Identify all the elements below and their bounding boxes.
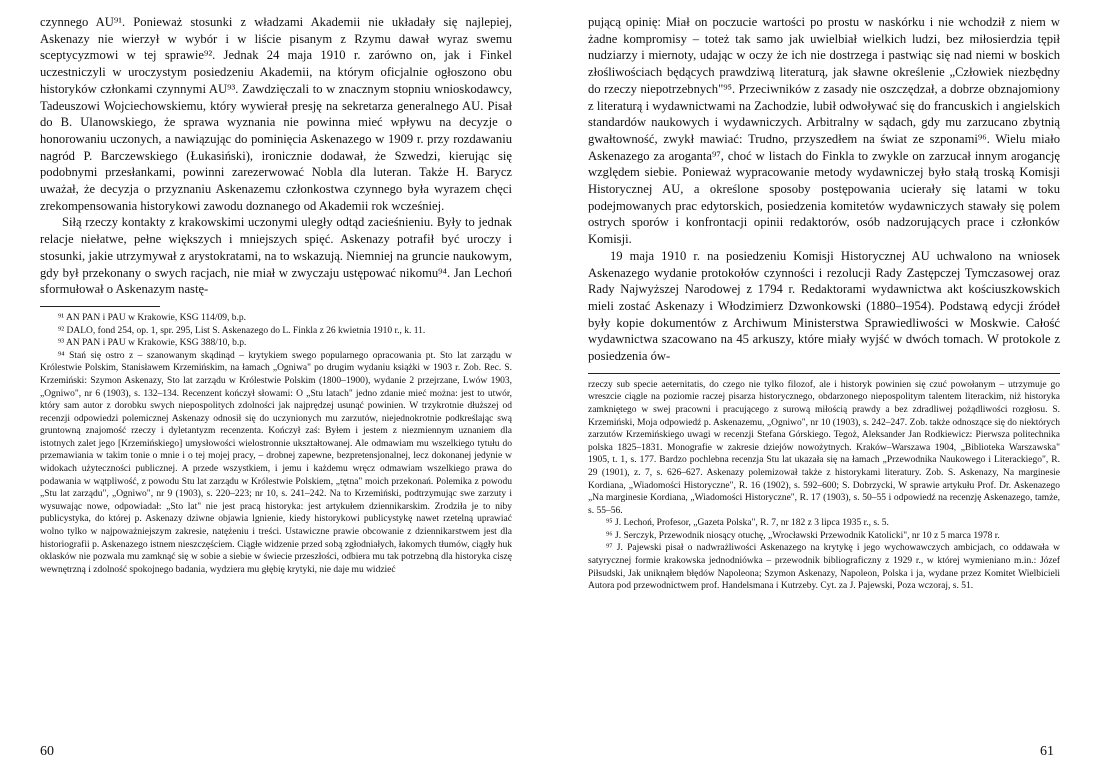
left-body-text — [40, 14, 512, 298]
footnote-97: ⁹⁷ J. Pajewski pisał o nadwrażliwości Askenazego na krytykę i jego wychowawczych ambicjach, co oddawała w satyrycznej formie krakowska jednodniówka – przewodnik bibliograficzny z 1929 r., w której wymieniano m.in.: Józef Piłsudski, Jak uniknąłem błędów Napoleona; Szymon Askenazy, Napoleon, Polska i ja, wydane przez Komitet Wielbicieli Autora pod przewodnictwem prof. Handelsmana i Kutrzeby. Cyt. za J. Pajewski, Poza wczoraj, s. 51. — [588, 543, 1060, 592]
right-footnotes — [588, 379, 1060, 593]
footnote-96: ⁹⁶ J. Serczyk, Przewodnik niosący otuchę, „Wrocławski Przewodnik Katolicki", nr 10 z 5 marca 1978 r. — [606, 530, 1000, 541]
footnote-93: ⁹³ AN PAN i PAU w Krakowie, KSG 388/10, b.p. — [58, 338, 247, 349]
right-footnote-rule — [588, 373, 1060, 374]
footnote-94-continued: rzeczy sub specie aeternitatis, do czego nie tylko filozof, ale i historyk powinien się czuć powołanym – utrzymuje go wreszcie ciągle na poziomie raczej pisarza historycznego, obdarzonego niepospolitym talentem literackim, niż historyka zamkniętego w swej pracowni i pracującego z surową miłością prawdy a bez zdradliwej pożądliwości rozgłosu. S. Krzemiński, Moja odpowiedź p. Askenazemu, „Ogniwo", nr 10 (1903), s. 242–247. Zob. także odnoszące się do niektórych zarzutów Krzemińskiego uwagi w recenzji Stefana Górskiego. Tegoż, Aleksander Jan Rodkiewicz: Pierwsza politechnika polska 1825–1831. Monografie w zakresie dziejów nowożytnych. Kraków–Warszawa 1904, „Biblioteka Warszawska" 1905, t. 1, s. 177. Bardzo pochlebna recenzja Stu lat ukazała się na łamach „Przewodnika Naukowego i Literackiego", R. 29 (1901), z. 7, s. 626–627. Askenazy polemizował także z historykami literatury. Zob. S. Askenazy, Na marginesie Kordiana, „Wiadomości Historyczne", R. 16 (1902), s. 592–600; S. Dobrzycki, W sprawie artykułu Prof. Dr. Askenazego „Na marginesie Kordiana, „Wiadomości Historyczne", R. 17 (1903), s. 50–55 i odpowiedź na recenzję Askenazego, tamże, s. 55–56. — [588, 379, 1060, 516]
left-footnote-rule — [40, 306, 160, 307]
left-paragraph-2: Siłą rzeczy kontakty z krakowskimi uczonymi uległy odtąd zacieśnieniu. Były to jednak relacje niełatwe, pełne większych i mniejszych spięć. Askenazy potrafił być uroczy i stosunki, jakie utrzymywał z arystokratami, na to wskazują. Niemniej na gruncie naukowym, gdy był przekonany o swych racjach, nie miał w zwyczaju ustępować nikomu⁹⁴. Jan Lechoń sformułował o Askenazym nastę- — [40, 215, 512, 297]
left-footnotes — [40, 312, 512, 576]
right-paragraph-2: 19 maja 1910 r. na posiedzeniu Komisji Historycznej AU uchwalono na wniosek Askenazego wydanie protokołów czynności i rezolucji Rady Zastępczej Tymczasowej oraz Rady Najwyższej Narodowej z 1794 r. Redaktorami wydawnictwa akt kościuszkowskich mieli zostać Askenazy i Włodzimierz Dzwonkowski (1880–1954). Podstawą edycji źródeł były kopie dokumentów z Archiwum Ministerstwa Sprawiedliwości w Moskwie. Całość wydawnictwa szacowano na 45 arkuszy, które miały wyjść w dwóch tomach. W protokole z posiedzenia ów- — [588, 248, 1060, 364]
footnote-92: ⁹² DALO, fond 254, op. 1, spr. 295, List S. Askenazego do L. Finkla z 26 kwietnia 1910 r., k. 11. — [58, 325, 426, 336]
left-page — [40, 14, 512, 576]
page-number-right: 61 — [1040, 744, 1054, 759]
page-number-left: 60 — [40, 744, 54, 759]
right-body-text — [588, 14, 1060, 365]
footnote-94: ⁹⁴ Stań się ostro z – szanowanym skądinąd – krytykiem swego popularnego opracowania pt. Sto lat zarządu w Królestwie Polskim, Stanisławem Krzemińskim, na łamach „Ogniwa" po drugim wydaniu książki w 1903 r. Zob. Rec. S. Krzemiński: Szymon Askenazy, Sto lat zarządu w Królestwie Polskim (1800–1900), wydanie 2 przejrzane, Lwów 1903, „Ogniwo", nr 6 (1903), s. 132–134. Recenzent kończył słowami: O „Stu latach" jedno zdanie mieć można: jest to utwór, który sam autor z dorobku swych niepospolitych zdolności jak najprędzej usunąć powinien. W trzykrotnie dłuższej od recenzji odpowiedzi polemicznej Askenazy odnosił się do uczynionych mu zarzutów, niejednokrotnie podkreślając swą gruntowną znajomość rzeczy i dyletantyzm recenzenta. Kończył zaś: Byłem i jestem z niezmiennym uznaniem dla istotnych zalet jego [Krzemińskiego] umysłowości wielostronnie ukształtowanej. Ale odmawiam mu wszelkiego tytułu do przemawiania w takim tonie o mnie i o tej mojej pracy, – drobnej zapewne, bezpretensjonalnej, lecz dokonanej jedynie w widokach użyteczności publicznej. A przede wszystkiem, i jemu i każdemu wręcz odmawiam wszelkiego prawa do podawania w wątpliwość, z powodu Stu lat zarządu w Królestwie Polskiem, „tętna" moich przekonań. Polemika z powodu „Stu lat zarządu", „Ogniwo", nr 9 (1903), s. 220–223; nr 10, s. 241–242. Na to Krzemiński, podtrzymując swe zarzuty i wysuwając nowe, odpowiadał: „Sto lat" nie jest pracą historyka: jest artykułem dziennikarskim. Zrodziła je to niby publicystyka, do której p. Askenazy dziwne objawia lgnienie, kiedy historykowi publicystykę nawet rzetelną uprawiać wolno tylko w najpoważniejszym zakresie, natężeniu i treści. Ustawiczne prawie obcowanie z dziennikarstwem jest dla historiografii p. Askenazego istnem nieszczęściem. Ciągłe widzenie przed sobą zgłodniałych, łakomych tłumów, ciągły huk oklasków nie pozwala mu zamknąć się w sobie a siebie w świecie przeszłości, odbiera mu tak potrzebną dla historyka ciszę wewnętrzną i zdolność spokojnego badania, wydziera mu głębię krytyki, nie daje mu widzieć — [40, 350, 512, 575]
right-paragraph-1: pującą opinię: Miał on poczucie wartości po prostu w naskórku i nie wchodził z niem w żadne kompromisy – toteż tak samo jak uwielbiał wielkich ludzi, bez miłosierdzia tępił nudziarzy i miernoty, udając w oczy że ich nie dostrzega i pastwiąc się nad niemi w boskich złośliwościach będących prawdziwą literaturą, jak sławne określenie „Człowiek niezbędny do rzeczy niepotrzebnych"⁹⁵. Przeciwników z zasady nie oszczędzał, a dobrze obznajomiony z literaturą i wydawnictwami na Zachodzie, lubił odwoływać się do francuskich i angielskich standardów naukowych i wydawniczych. Arbitralny w sądach, gdy mu zarzucano zbytnią gwałtowność, zwykł mawiać: Trudno, przyszedłem na świat ze szponami⁹⁶. Wielu miało Askenazego za aroganta⁹⁷, choć w listach do Finkla to zwykle on zarzucał innym arogancję względem siebie. Ponieważ wypracowanie metody wydawniczej było stałą troską Komisji Historycznej AU, a określone sposoby postępowania ucierały się latami w toku podejmowanych prac edytorskich, posiedzenia komitetów wydawniczych stawały się polem ostrych sporów i konfrontacji opinii redaktorów, osób nadzorujących prace i członków Komisji. — [588, 15, 1060, 247]
right-page — [588, 14, 1060, 593]
footnote-95: ⁹⁵ J. Lechoń, Profesor, „Gazeta Polska", R. 7, nr 182 z 3 lipca 1935 r., s. 5. — [606, 518, 889, 529]
left-paragraph-1: czynnego AU⁹¹. Ponieważ stosunki z władzami Akademii nie układały się najlepiej, Askenazy nie wierzył w wybór i w liście pisanym z Rzymu dawał wyraz swemu sceptycyzmowi w tej sprawie⁹². Jednak 24 maja 1910 r. zarówno on, jak i Finkel uczestniczyli w uroczystym posiedzeniu Akademii, na którym oficjalnie ogłoszono obu historyków członkami czynnymi AU⁹³. Zawdzięczali to w znacznym stopniu wnioskodawcy, Tadeuszowi Wojciechowskiemu, który wywierał presję na sekretarza generalnego AU. Pisał do B. Ulanowskiego, że sprawa wyznania nie powinna mieć wpływu na decyzje o honorowaniu uczonych, a nawiązując do pominięcia Askenazego w 1909 r. przy rozdawaniu nagród P. Barczewskiego (Łukasiński), ironicznie dodawał, że Szwedzi, kierując się podobnymi przesłankami, powinni zarezerwować Nobla dla luteran. Także H. Barycz uważał, że decyzja o przyznaniu Askenazemu członkostwa czynnego była wyrazem chęci zrekompensowania historykowi zawodu doznanego od Akademii rok wcześniej. — [40, 15, 512, 213]
footnote-91: ⁹¹ AN PAN i PAU w Krakowie, KSG 114/09, b.p. — [58, 312, 246, 323]
